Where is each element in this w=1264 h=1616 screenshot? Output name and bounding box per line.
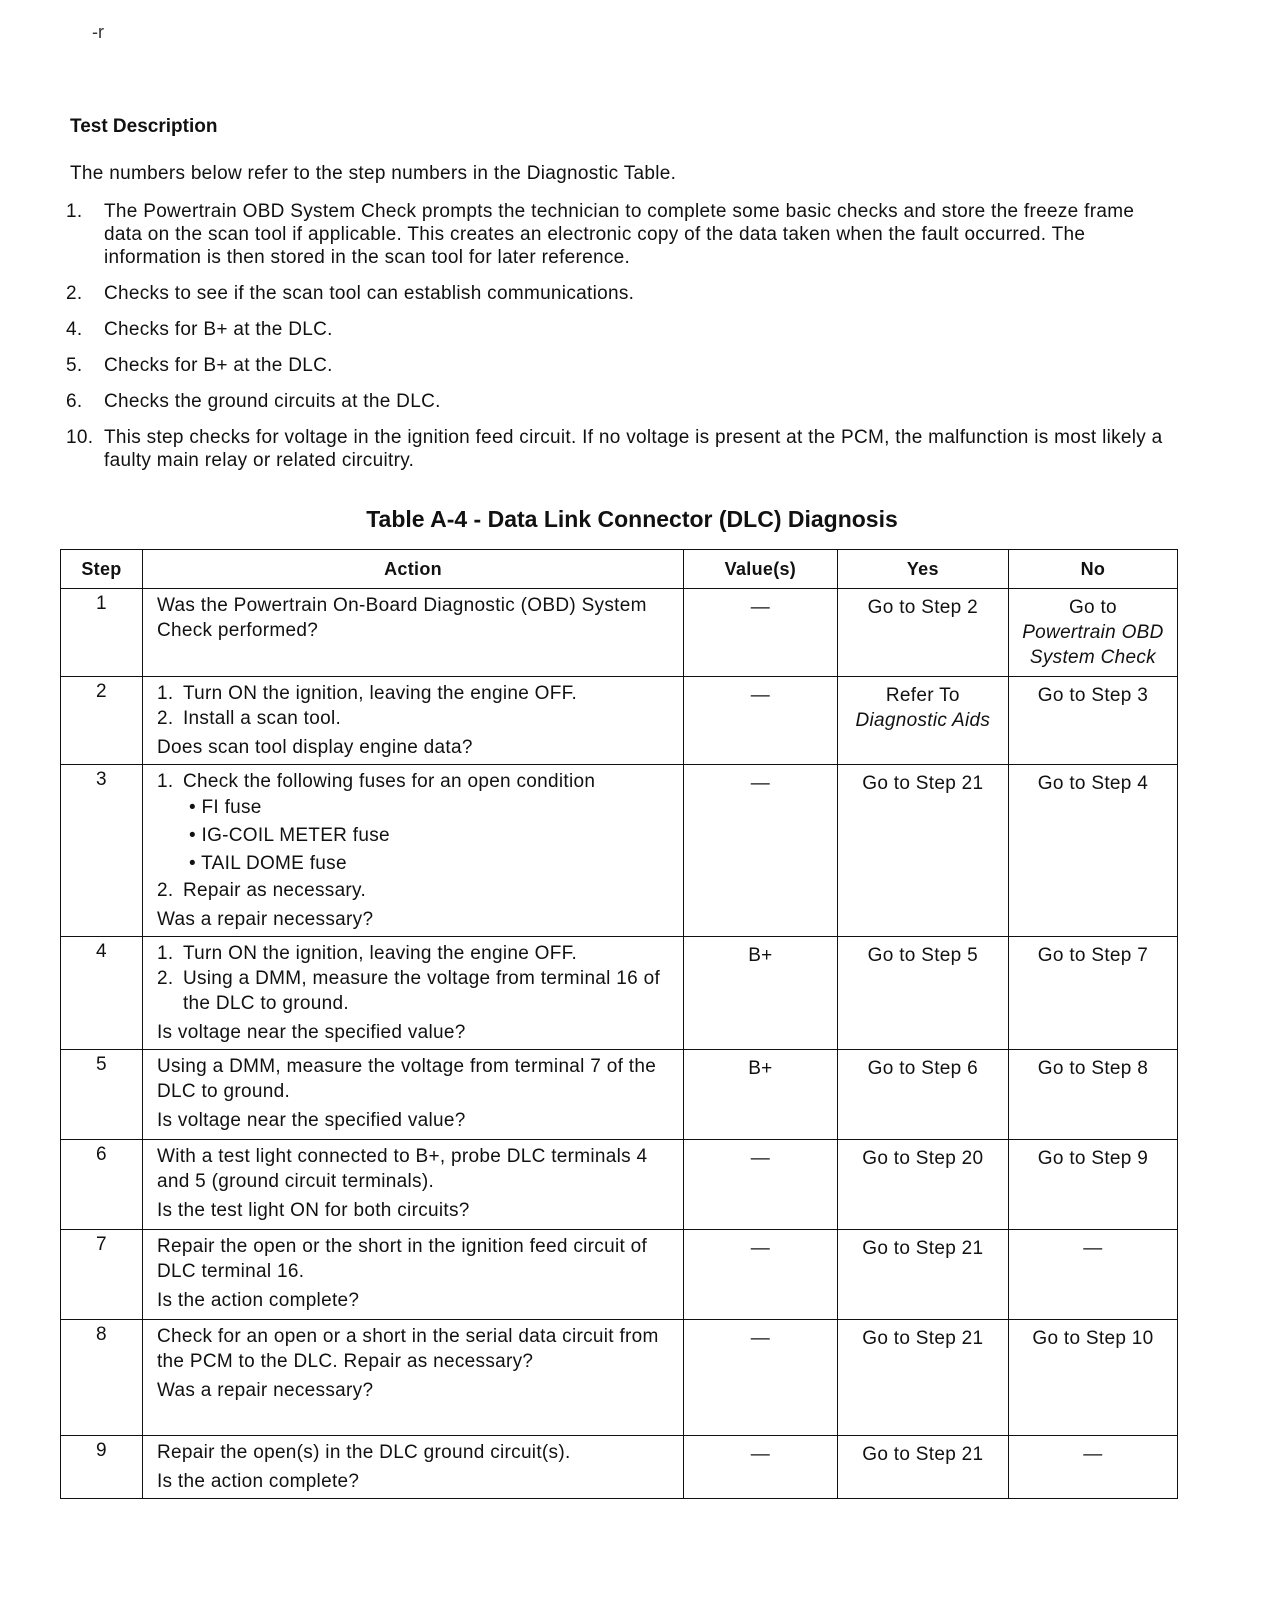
item-text: Checks to see if the scan tool can establish communications.: [104, 283, 635, 304]
header-action: Action: [142, 550, 683, 589]
item-text: The Powertrain OBD System Check prompts the technician to complete some basic checks and store the freeze frame data on the scan tool if applicable. This creates an electronic copy of the data taken when the fault occurred. The information is then stored in the scan tool for later reference.: [104, 201, 1135, 268]
fuse-name: TAIL DOME fuse: [201, 853, 347, 874]
item-text: This step checks for voltage in the ignition feed circuit. If no voltage is present at the PCM, the malfunction is most likely a faulty main relay or related circuitry.: [104, 427, 1163, 471]
header-no: No: [1008, 550, 1177, 589]
no-line: Powertrain OBD: [1022, 622, 1164, 643]
sub-step: 2. Repair as necessary.: [156, 880, 367, 901]
no-cell: Go to Step 10: [1008, 1320, 1177, 1436]
fuse-name: IG-COIL METER fuse: [201, 825, 390, 846]
sub-step: 2. Using a DMM, measure the voltage from terminal 16 of the DLC to ground.: [157, 966, 675, 1016]
item-number: 2.: [66, 283, 83, 304]
header-values: Value(s): [684, 550, 838, 589]
fuse-bullet: • FI fuse: [188, 797, 262, 818]
table-row: [61, 677, 1178, 765]
sub-step-text: Using a DMM, measure the voltage from terminal 16 of the DLC to ground.: [182, 968, 661, 1014]
value-cell: —: [684, 589, 838, 677]
action-cell: [142, 1230, 683, 1320]
step-cell: 3: [61, 765, 143, 937]
action-cell: [142, 1436, 683, 1499]
corner-mark: -r: [92, 22, 104, 42]
table-row: [61, 589, 1178, 677]
list-item: [66, 282, 1176, 305]
table-row: [61, 1230, 1178, 1320]
sub-step: 1. Check the following fuses for an open condition: [156, 771, 596, 792]
diagnostic-table: [60, 549, 1178, 1499]
action-question: Does scan tool display engine data?: [156, 737, 473, 758]
fuse-bullet: • IG-COIL METER fuse: [188, 825, 390, 846]
action-cell: [142, 1140, 683, 1230]
action-question: Is the action complete?: [156, 1471, 360, 1492]
table-row: [61, 765, 1178, 937]
intro-text: The numbers below refer to the step numbers in the Diagnostic Table.: [70, 163, 677, 184]
no-line: Go to: [1068, 597, 1117, 618]
fuse-name: FI fuse: [201, 797, 262, 818]
step-cell: 6: [61, 1140, 143, 1230]
item-text: Checks the ground circuits at the DLC.: [104, 391, 441, 412]
table-header-row: [61, 550, 1178, 589]
yes-cell: [837, 677, 1008, 765]
action-cell: [142, 1320, 683, 1436]
no-cell: Go to Step 3: [1008, 677, 1177, 765]
table-row: [61, 1050, 1178, 1140]
yes-line: Refer To: [885, 685, 960, 706]
no-cell: Go to Step 7: [1008, 937, 1177, 1050]
action-question: Is voltage near the specified value?: [156, 1022, 466, 1043]
yes-cell: Go to Step 21: [837, 1320, 1008, 1436]
yes-cell: Go to Step 6: [837, 1050, 1008, 1140]
no-cell: [1008, 589, 1177, 677]
yes-cell: Go to Step 5: [837, 937, 1008, 1050]
value-cell: —: [684, 1230, 838, 1320]
yes-cell: Go to Step 21: [837, 765, 1008, 937]
item-number: 4.: [66, 319, 83, 340]
list-item: [66, 200, 1176, 269]
yes-cell: Go to Step 2: [837, 589, 1008, 677]
no-cell: —: [1008, 1230, 1177, 1320]
sub-step-text: Turn ON the ignition, leaving the engine OFF.: [182, 943, 578, 964]
action-cell: [142, 589, 683, 677]
no-cell: —: [1008, 1436, 1177, 1499]
yes-line: Diagnostic Aids: [855, 710, 991, 731]
sub-step: 2. Install a scan tool.: [156, 708, 342, 729]
table-row: [61, 1436, 1178, 1499]
sub-step-text: Repair as necessary.: [182, 880, 367, 901]
item-number: 5.: [66, 355, 83, 376]
list-item: [66, 354, 1176, 377]
sub-step: 1. Turn ON the ignition, leaving the engine OFF.: [156, 683, 578, 704]
action-question: Is voltage near the specified value?: [156, 1110, 466, 1131]
item-text: Checks for B+ at the DLC.: [104, 319, 333, 340]
item-number: 6.: [66, 391, 83, 412]
action-text: Using a DMM, measure the voltage from terminal 7 of the DLC to ground.: [156, 1056, 657, 1102]
table-row: [61, 1140, 1178, 1230]
action-question: Was a repair necessary?: [156, 909, 374, 930]
no-line: System Check: [1029, 647, 1156, 668]
step-cell: 8: [61, 1320, 143, 1436]
value-cell: —: [684, 765, 838, 937]
action-question: Was a repair necessary?: [156, 1380, 374, 1401]
header-step: Step: [61, 550, 143, 589]
step-cell: 1: [61, 589, 143, 677]
list-item: [66, 426, 1176, 472]
action-cell: [142, 765, 683, 937]
value-cell: —: [684, 1140, 838, 1230]
fuse-bullet: • TAIL DOME fuse: [188, 853, 347, 874]
item-number: 10.: [66, 427, 94, 448]
yes-cell: Go to Step 21: [837, 1436, 1008, 1499]
value-cell: —: [684, 1436, 838, 1499]
action-question: Is the test light ON for both circuits?: [156, 1200, 470, 1221]
test-description-list: [66, 200, 1176, 485]
yes-cell: Go to Step 20: [837, 1140, 1008, 1230]
sub-step-text: Check the following fuses for an open condition: [182, 771, 596, 792]
action-text: Check for an open or a short in the serial data circuit from the PCM to the DLC. Repair as necessary?: [156, 1326, 659, 1372]
item-number: 1.: [66, 201, 83, 222]
action-cell: [142, 937, 683, 1050]
item-text: Checks for B+ at the DLC.: [104, 355, 333, 376]
action-question: Is the action complete?: [156, 1290, 360, 1311]
step-cell: 4: [61, 937, 143, 1050]
step-cell: 5: [61, 1050, 143, 1140]
table-row: [61, 1320, 1178, 1436]
action-text: With a test light connected to B+, probe DLC terminals 4 and 5 (ground circuit terminals).: [156, 1146, 648, 1192]
no-cell: Go to Step 8: [1008, 1050, 1177, 1140]
no-cell: Go to Step 4: [1008, 765, 1177, 937]
action-text: Repair the open or the short in the ignition feed circuit of DLC terminal 16.: [156, 1236, 648, 1282]
step-cell: 9: [61, 1436, 143, 1499]
value-cell: —: [684, 1320, 838, 1436]
action-text: Repair the open(s) in the DLC ground circuit(s).: [156, 1442, 571, 1463]
table-title: Table A-4 - Data Link Connector (DLC) Diagnosis: [366, 506, 898, 532]
step-cell: 2: [61, 677, 143, 765]
section-heading: Test Description: [70, 116, 218, 137]
action-text: Was the Powertrain On-Board Diagnostic (OBD) System Check performed?: [156, 595, 647, 641]
list-item: [66, 390, 1176, 413]
header-yes: Yes: [837, 550, 1008, 589]
value-cell: —: [684, 677, 838, 765]
sub-step: 1. Turn ON the ignition, leaving the engine OFF.: [156, 943, 578, 964]
no-cell: Go to Step 9: [1008, 1140, 1177, 1230]
step-cell: 7: [61, 1230, 143, 1320]
action-cell: [142, 677, 683, 765]
sub-step-text: Install a scan tool.: [182, 708, 342, 729]
action-cell: [142, 1050, 683, 1140]
sub-step-text: Turn ON the ignition, leaving the engine OFF.: [182, 683, 578, 704]
table-row: [61, 937, 1178, 1050]
yes-cell: Go to Step 21: [837, 1230, 1008, 1320]
list-item: [66, 318, 1176, 341]
value-cell: B+: [684, 1050, 838, 1140]
value-cell: B+: [684, 937, 838, 1050]
